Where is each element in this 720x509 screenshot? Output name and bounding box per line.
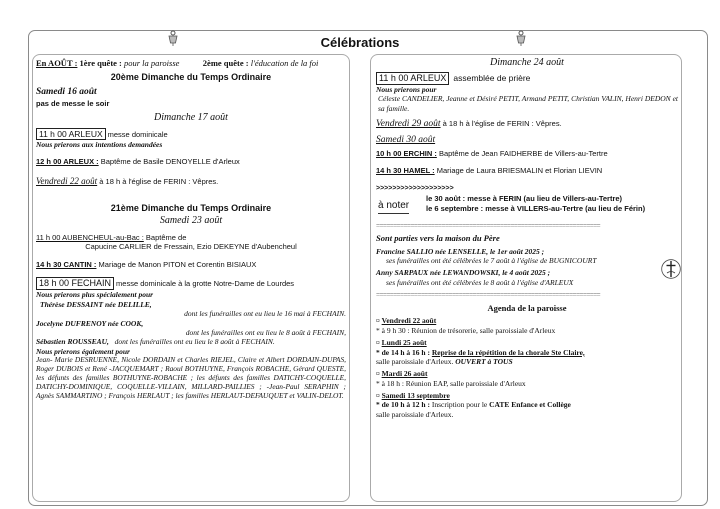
agenda-item-2: ¤ Lundi 25 août * de 14 h à 16 h : Reprise de la répétition de la chorale Ste Claire, salle paroissiale d'Arleux. OUVERT à TOUS	[376, 338, 585, 366]
sunday-17-date: Dimanche 17 août	[154, 112, 228, 124]
baptism-erchin: 10 h 00 ERCHIN : Baptême de Jean FAIDHERBE de Villers-au-Tertre	[376, 148, 608, 158]
prayer-also-heading: Nous prierons également pour	[36, 346, 130, 356]
prayer-person-2: Jocelyne DUFRENOY née COOK, dont les funérailles ont eu lieu le 8 août à FECHAIN,	[36, 318, 346, 337]
sunday-24-assembly: 11 h 00 ARLEUX assemblée de prière	[376, 72, 678, 85]
left-column	[32, 54, 350, 502]
title-banner	[170, 33, 550, 53]
baptism-aubencheul: 11 h 00 AUBENCHEUL-au-Bac : Baptême de	[36, 233, 187, 242]
cross-icon	[661, 258, 681, 280]
prayer-also-list: Jean- Marie DESRUENNE, Nicole DORDAIN et Charles RIEJEL, Claire et Albert DORDAIN-DUPAS, Roger DUBOIS et René -JACQUEMART ; Raoul BOTHUYNE, François ROBACHE, Gérard QUESTE, les défunts des familles BOTHUYNE-ROBACHE ; les défunts des familles DATICHY-COQUELLE, DATICHY-DOMINIQUE, COQUELLE-VILLAIN, MILLARD-PAILLIES ; -Jean-Paul SERAPHIN ; Agnès SAMMARTINO ; François HERLAUT ; les familles HERLAUT-DEFAUQUET et VALIN-DELOT.	[36, 355, 346, 400]
deceased-2-text: ses funérailles ont été célébrées le 8 août à l'église d'ARLEUX	[386, 277, 574, 287]
saturday-30-date: Samedi 30 août	[376, 134, 436, 145]
deceased-2-name: Anny SARPAUX née LEWANDOWSKI, le 4 août 2025 ;	[376, 268, 551, 278]
note-line-2: le 6 septembre : messe à VILLERS-au-Tertre (au lieu de Férin)	[426, 204, 646, 214]
arrows-line: >>>>>>>>>>>>>>>>>>>	[376, 185, 454, 193]
collection-line: En AOÛT : 1ère quête : pour la paroisse 2ème quête : l'éducation de la foi	[36, 58, 319, 68]
agenda-item-4: ¤ Samedi 13 septembre * de 10 h à 12 h : Inscription pour le CATE Enfance et Collège salle paroissiale d'Arleux.	[376, 391, 571, 419]
baptism-aubencheul-names: Capucine CARLIER de Fressain, Ezio DEKEYNE d'Aubencheul	[85, 242, 297, 252]
note-line-1: le 30 août : messe à FERIN (au lieu de Villers-au-Tertre)	[426, 194, 623, 204]
prayer-person-3: Sébastien ROUSSEAU, dont les funérailles ont eu lieu le 8 août à FECHAIN.	[36, 337, 275, 347]
separator-1: =================================================================	[376, 222, 601, 231]
baptism-basile: 12 h 00 ARLEUX : Baptême de Basile DENOYELLE d'Arleux	[36, 156, 240, 166]
note-block	[376, 194, 678, 218]
saturday-16-note: pas de messe le soir	[36, 98, 110, 108]
agenda-item-3: ¤ Mardi 26 août * à 18 h : Réunion EAP, salle paroissiale d'Arleux	[376, 369, 526, 388]
prayer-person-1: Thérèse DESSAINT née DELILLE, dont les funérailles ont eu lieu le 16 mai à FECHAIN.	[40, 299, 346, 319]
sunday-24-prayer: Nous prierons pour	[376, 84, 437, 94]
saturday-16-date: Samedi 16 août	[36, 86, 97, 97]
wedding-cantin: 14 h 30 CANTIN : Mariage de Manon PITON et Corentin BISIAUX	[36, 259, 257, 269]
friday-29-vespers: Vendredi 29 août à 18 h à l'église de FERIN : Vêpres.	[376, 118, 562, 129]
agenda-item-1: ¤ Vendredi 22 août * à 9 h 30 : Réunion de trésorerie, salle paroissiale d'Arleux	[376, 316, 556, 335]
agenda-heading: Agenda de la paroisse	[487, 302, 567, 313]
wedding-hamel: 14 h 30 HAMEL : Mariage de Laura BRIESMALIN et Florian LIEVIN	[376, 166, 603, 175]
sunday-24-date: Dimanche 24 août	[490, 57, 564, 68]
right-column	[370, 54, 682, 502]
sunday-24-list: Céleste CANDELIER, Jeanne et Désiré PETIT, Armand PETIT, Christian VALIN, Henri DEDON et sa famille.	[378, 94, 678, 113]
note-label: à noter	[378, 200, 409, 214]
saturday-23-date: Samedi 23 août	[159, 214, 223, 226]
sunday-17-mass: 11 h 00 ARLEUX messe dominicale	[36, 128, 346, 141]
deceased-1-text: ses funérailles ont été célébrées le 7 août à l'église de BUGNICOURT	[386, 255, 597, 265]
friday-22-vespers: Vendredi 22 août à 18 h à l'église de FERIN : Vêpres.	[36, 176, 219, 186]
prayer-special-heading: Nous prierons plus spécialement pour	[36, 290, 154, 300]
page-title: Célébrations	[320, 35, 400, 50]
lantern-icon	[166, 30, 180, 46]
sunday-20-title: 20ème Dimanche du Temps Ordinaire	[110, 71, 272, 82]
sunday-17-prayer: Nous prierons aux intentions demandées	[36, 140, 163, 150]
separator-2: =================================================================	[376, 291, 601, 299]
lantern-icon	[514, 30, 528, 46]
deceased-1-name: Francine SALLIO née LENSELLE, le 1er août 2025 ;	[376, 246, 545, 256]
fechain-mass: 18 h 00 FECHAIN messe dominicale à la grotte Notre-Dame de Lourdes	[36, 277, 346, 290]
sunday-21-title: 21ème Dimanche du Temps Ordinaire	[110, 203, 272, 214]
deceased-heading: Sont parties vers la maison du Père	[376, 232, 500, 243]
